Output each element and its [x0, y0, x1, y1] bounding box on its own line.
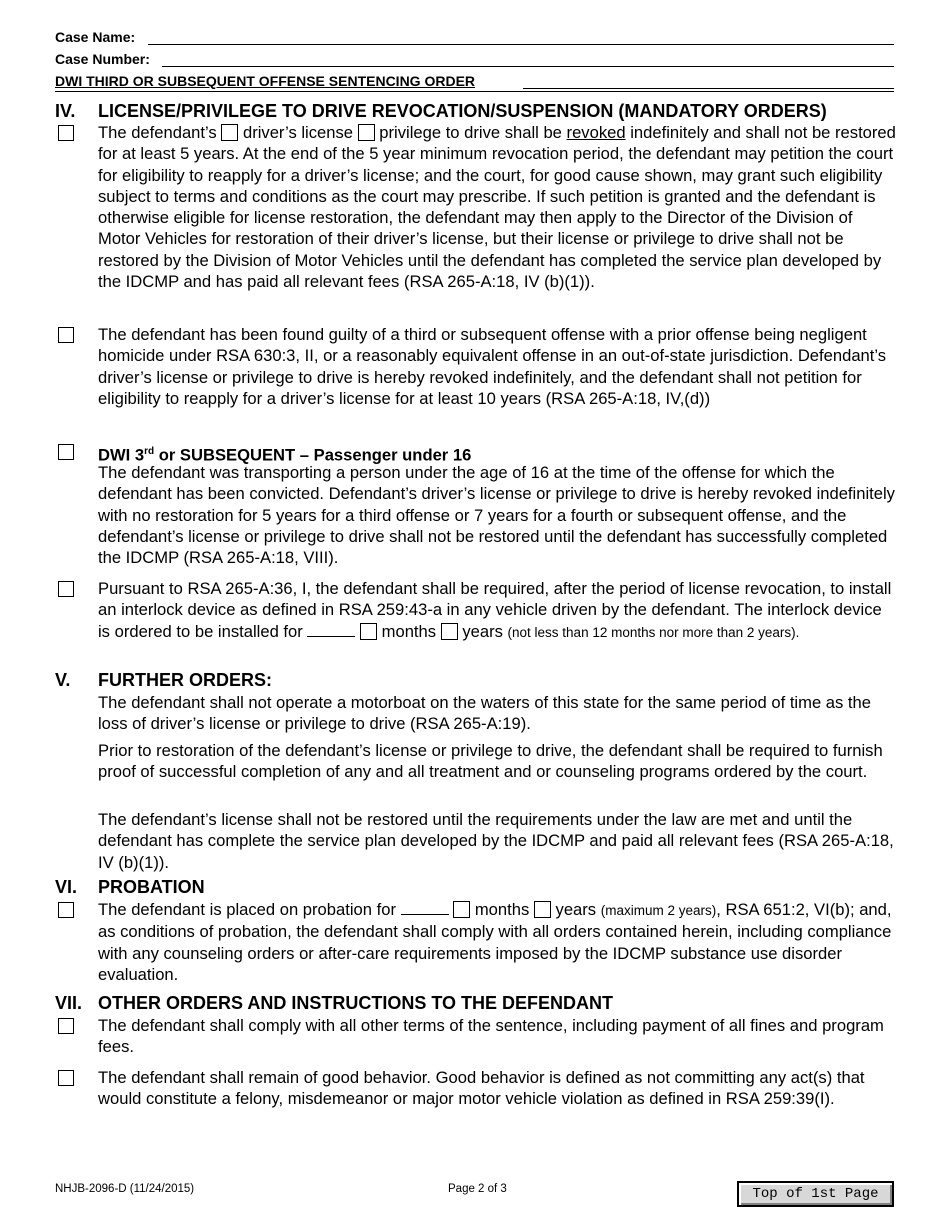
section-vii-title: OTHER ORDERS AND INSTRUCTIONS TO THE DEFENDANT: [98, 993, 614, 1013]
interlock-months-checkbox[interactable]: [360, 623, 377, 640]
form-id: NHJB-2096-D (11/24/2015): [55, 1183, 195, 1195]
passenger-under-16-heading: DWI 3rd or SUBSEQUENT – Passenger under 16: [98, 445, 472, 465]
section-vii-number: VII.: [55, 993, 83, 1013]
comply-terms-checkbox[interactable]: [58, 1018, 74, 1034]
interlock-checkbox[interactable]: [58, 581, 74, 597]
header-rule: [523, 88, 894, 89]
section-iv-number: IV.: [55, 101, 76, 121]
probation-months-checkbox[interactable]: [453, 901, 470, 918]
case-number-label: Case Number:: [55, 51, 150, 67]
order-title: DWI THIRD OR SUBSEQUENT OFFENSE SENTENCING ORDER: [55, 73, 476, 89]
section-iv-title: LICENSE/PRIVILEGE TO DRIVE REVOCATION/SUSPENSION (MANDATORY ORDERS): [98, 101, 827, 121]
case-number-field[interactable]: [162, 66, 894, 67]
license-restoration-paragraph: The defendant’s license shall not be restored until the requirements under the law are met and until the defendant has complete the service plan developed by the IDCMP and paid all relevant fees (RSA 265-A:18, IV (b)(1)).: [98, 810, 894, 872]
interlock-duration-field[interactable]: [307, 622, 355, 637]
case-name-label: Case Name:: [55, 29, 136, 45]
negligent-homicide-checkbox[interactable]: [58, 327, 74, 343]
privilege-to-drive-checkbox[interactable]: [358, 124, 375, 141]
treatment-proof-paragraph: Prior to restoration of the defendant’s license or privilege to drive, the defendant shall be required to furnish proof of successful completion of any and all treatment and or counseling programs ordered by the court.: [98, 741, 883, 782]
section-vi-number: VI.: [55, 877, 78, 897]
header-double-rule: [55, 91, 894, 92]
revocation-5yr-paragraph: The defendant’s driver’s license privilege to drive shall be revoked indefinitely and shall not be restored for at least 5 years. At the end of the 5 year minimum revocation period, the defendant may petition the court for eligibility to reapply for a driver’s license; and the court, for good cause shown, may grant such eligibility subject to terms and conditions as the court may prescribe. If such petition is granted and the defendant is otherwise eligible for license restoration, the defendant may then apply to the Director of the Division of Motor Vehicles for restoration of their driver’s license, but their license or privilege to drive shall not be restored by the Division of Motor Vehicles until the defendant has completed the service plan developed by the IDCMP and has paid all relevant fees (RSA 265-A:18, IV (b)(1)).: [98, 123, 896, 292]
section-v-title: FURTHER ORDERS:: [98, 670, 272, 690]
motorboat-paragraph: The defendant shall not operate a motorboat on the waters of this state for the same period of time as the loss of driver’s license or privilege to drive (RSA 265-A:19).: [98, 693, 871, 734]
interlock-paragraph: Pursuant to RSA 265-A:36, I, the defendant shall be required, after the period of license revocation, to install an interlock device as defined in RSA 259:43-a in any vehicle driven by the defendant. The interlock device is ordered to be installed for months years (not less than 12 months nor more than 2 years).: [98, 579, 892, 641]
page-number: Page 2 of 3: [448, 1183, 507, 1195]
top-of-first-page-button[interactable]: Top of 1st Page: [737, 1181, 894, 1207]
drivers-license-checkbox[interactable]: [221, 124, 238, 141]
section-v-number: V.: [55, 670, 71, 690]
comply-terms-paragraph: The defendant shall comply with all other terms of the sentence, including payment of all fines and program fees.: [98, 1016, 884, 1057]
negligent-homicide-paragraph: The defendant has been found guilty of a third or subsequent offense with a prior offense being negligent homicide under RSA 630:3, II, or a reasonably equivalent offense in an out-of-state jurisdiction. Defendant’s driver’s license or privilege to drive is hereby revoked indefinitely, and the defendant shall not petition for eligibility to reapply for a driver’s license for at least 10 years (RSA 265-A:18, IV,(d)): [98, 325, 887, 408]
probation-checkbox[interactable]: [58, 902, 74, 918]
passenger-under-16-paragraph: The defendant was transporting a person under the age of 16 at the time of the offense for which the defendant has been convicted. Defendant’s driver’s license or privilege to drive is hereby revoked indefinitely with no restoration for 5 years for a third offense or 7 years for a fourth or subsequent offense, and the defendant’s license or privilege to drive shall not be restored until the defendant has successfully completed the IDCMP (RSA 265-A:18, VIII).: [98, 463, 895, 568]
revocation-5yr-checkbox[interactable]: [58, 125, 74, 141]
probation-paragraph: The defendant is placed on probation for months years (maximum 2 years), RSA 651:2, VI(b); and, as conditions of probation, the defendant shall comply with all orders contained herein, including compliance with any counseling orders or after-care requirements imposed by the IDCMP substance use disorder evaluation.: [98, 900, 892, 984]
probation-years-checkbox[interactable]: [534, 901, 551, 918]
section-vi-title: PROBATION: [98, 877, 205, 897]
interlock-years-checkbox[interactable]: [441, 623, 458, 640]
good-behavior-paragraph: The defendant shall remain of good behavior. Good behavior is defined as not committing any act(s) that would constitute a felony, misdemeanor or major motor vehicle violation as defined in RSA 259:39(I).: [98, 1068, 865, 1109]
probation-duration-field[interactable]: [401, 900, 449, 915]
case-name-field[interactable]: [148, 44, 894, 45]
good-behavior-checkbox[interactable]: [58, 1070, 74, 1086]
passenger-under-16-checkbox[interactable]: [58, 444, 74, 460]
